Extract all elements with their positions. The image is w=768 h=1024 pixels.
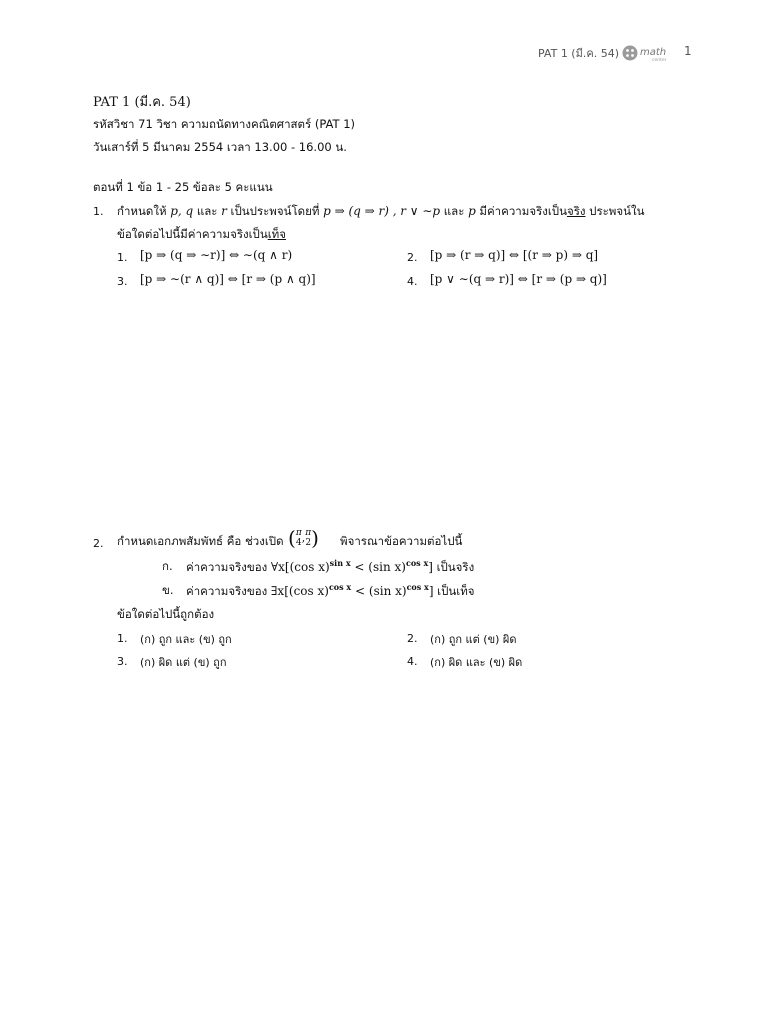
q2-statement-2-label: ข. [162,583,174,597]
q2-choice-4-text: (ก) ผิด และ (ข) ผิด [430,656,523,669]
q2-statement-2-prefix: ค่าความจริงของ [186,584,268,598]
q2-s2-sup1: cos x [328,582,352,592]
q2-choice-3-num: 3. [117,655,128,668]
q2-interval-b-den: 2 [305,538,312,548]
exam-title: PAT 1 (มี.ค. 54) [93,95,191,110]
q1-choice-1-text: [p ⇒ (q ⇒ ∼r)] ⇔ ∼(q ∧ r) [140,248,293,262]
q2-choice-1-text: (ก) ถูก และ (ข) ถูก [140,633,232,646]
q2-s1-sup1: sin x [329,558,351,568]
q2-prefix: กำหนดเอกภพสัมพัทธ์ คือ ช่วงเปิด [117,534,284,548]
running-header-title: PAT 1 (มี.ค. 54) [538,47,619,60]
q2-statement-1 [186,558,474,577]
q1-choice-2-num: 2. [407,251,418,264]
q2-statement-2-expr [271,584,434,598]
q2-statement-2 [186,582,475,601]
q1-choice-3-text: [p ⇒ ∼(r ∧ q)] ⇔ [r ⇒ (p ∧ q)] [140,272,316,286]
q2-s1-expr-a: ∀x[(cos x) [270,560,330,574]
q1-var-r: r [221,204,227,218]
q1-tail1: มีค่าความจริงเป็น [479,204,567,218]
q2-question: ข้อใดต่อไปนี้ถูกต้อง [117,607,215,621]
q2-statement-1-expr [271,560,433,574]
q1-stem-line1 [117,203,644,221]
exam-date-line: วันเสาร์ที่ 5 มีนาคม 2554 เวลา 13.00 - 16.00 น. [93,140,347,154]
q2-s1-sup2: cos x [405,558,429,568]
q2-interval-a-den: 4 [295,538,302,548]
q2-choice-3-text: (ก) ผิด แต่ (ข) ถูก [140,656,227,669]
page-number: 1 [684,44,692,58]
q1-prefix: กำหนดให้ [117,204,167,218]
q1-mid: เป็นประพจน์โดยที่ [230,204,320,218]
exam-subject-line: รหัสวิชา 71 วิชา ความถนัดทางคณิตศาสตร์ (PAT 1) [93,117,356,131]
q1-expr1: p ⇒ (q ⇒ r) , [323,204,397,218]
q1-choice-2-text: [p ⇒ (r ⇒ q)] ⇔ [(r ⇒ p) ⇒ q] [430,248,599,262]
q1-and2: และ [443,204,465,218]
svg-text:center: center [652,58,667,62]
q1-tail1-underlined: จริง [566,204,586,218]
q1-tail2: ประพจน์ใน [589,204,645,218]
q2-interval: (π 4,π 2) [288,526,319,550]
q1-number: 1. [93,205,104,218]
math-center-logo [622,44,678,62]
q1-line2: ข้อใดต่อไปนี้มีค่าความจริงเป็น [117,227,268,241]
q2-interval-a-num: π [295,528,302,538]
q2-s1-close: ] [428,560,433,574]
q2-s2-expr-b: < (sin x) [351,584,407,598]
svg-text:math: math [640,47,667,58]
q1-stem-line2 [117,226,286,244]
q1-var-p: p [468,204,476,218]
q1-line2-underlined: เท็จ [267,227,286,241]
q2-statement-2-tail: เป็นเท็จ [437,584,475,598]
q1-choice-3-num: 3. [117,275,128,288]
q2-choice-2-text: (ก) ถูก แต่ (ข) ผิด [430,633,517,646]
q2-s2-sup2: cos x [406,582,429,592]
q1-vars-pq: p, q [170,204,194,218]
q2-s2-close: ] [428,584,434,598]
q2-statement-1-tail: เป็นจริง [436,560,475,574]
q2-number: 2. [93,537,104,550]
q2-choice-2-num: 2. [407,632,418,645]
q2-statement-1-prefix: ค่าความจริงของ [186,560,268,574]
q2-s2-expr-a: ∃x[(cos x) [270,584,329,598]
q1-choice-4-num: 4. [407,275,418,288]
q2-suffix: พิจารณาข้อความต่อไปนี้ [340,534,463,548]
q2-choice-4-num: 4. [407,655,418,668]
q2-statement-1-label: ก. [162,559,173,573]
q1-choice-4-text: [p ∨ ∼(q ⇒ r)] ⇔ [r ⇒ (p ⇒ q)] [430,272,607,286]
q1-and1: และ [196,204,218,218]
q2-interval-b-num: π [305,528,312,538]
section-heading: ตอนที่ 1 ข้อ 1 - 25 ข้อละ 5 คะแนน [93,180,273,194]
q2-s1-expr-b: < (sin x) [350,560,406,574]
q1-expr2: r ∨ ∼p [400,204,441,218]
q1-choice-1-num: 1. [117,251,128,264]
q2-choice-1-num: 1. [117,632,128,645]
